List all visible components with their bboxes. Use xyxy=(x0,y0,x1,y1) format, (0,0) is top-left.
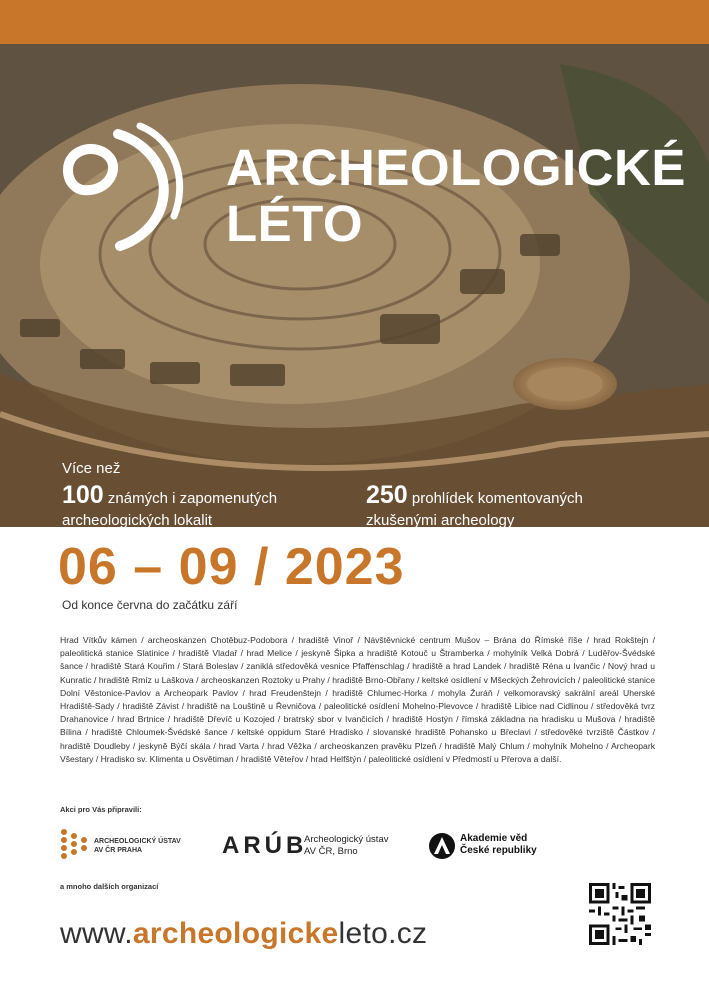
hero-photo xyxy=(0,44,709,527)
date-subtitle: Od konce června do začátku září xyxy=(62,598,238,612)
organizer-aup[interactable] xyxy=(60,828,190,864)
stat-tours-text-b: zkušenými archeology xyxy=(366,512,515,527)
title-line-1: ARCHEOLOGICKÉ xyxy=(226,139,686,196)
top-accent-bar xyxy=(0,0,709,44)
excavation-photo xyxy=(0,44,709,527)
stat-tours xyxy=(366,481,656,527)
website-prefix: www. xyxy=(60,917,133,950)
organizers-label: Akci pro Vás připravili: xyxy=(60,805,142,814)
website-part2: leto xyxy=(338,917,389,950)
poster-title xyxy=(226,140,686,252)
arub-logo-icon: ARÚB xyxy=(222,832,308,859)
website-link[interactable] xyxy=(60,917,427,951)
stat-sites-number: 100 xyxy=(62,481,104,509)
website-suffix: .cz xyxy=(388,917,428,950)
avcr-logo-icon xyxy=(428,832,456,860)
intro-text: Více než xyxy=(62,460,121,477)
title-line-2: LÉTO xyxy=(226,195,364,252)
stat-sites-text-a: známých i zapomenutých xyxy=(103,490,278,507)
stat-sites xyxy=(62,481,352,527)
more-organizers: a mnoho dalších organizací xyxy=(60,882,159,891)
date-range: 06 – 09 / 2023 xyxy=(58,538,405,596)
org2-line1: Archeologický ústav xyxy=(304,834,389,845)
org3-line1: Akademie věd xyxy=(460,833,528,844)
brand-logo-icon xyxy=(58,122,188,252)
stat-sites-text-b: archeologických lokalit xyxy=(62,512,213,527)
org3-line2: České republiky xyxy=(460,845,537,856)
places-list: Hrad Vítkův kámen / archeoskanzen Chotěbuz-Podobora / hradiště Vinoř / Návštěvnické centrum Mušov – Brána do Římské říše / hrad Rokštejn / paleolitická stanice Slatinice / hradiště Vladař / hrad Melice / jeskyně Šipka a hradiště Kotouč u Štramberka / mohylník Velká Dobrá / Luděřov-Švédské šance / hradiště Stará Kouřim / Stará Boleslav / zaniklá středověká vesnice Pfaffenschlag / hradiště a hrad Landek / hradiště Réna u Ivančic / Nový hrad u Kunratic / hradiště Rmíz u Laškova / archeoskanzen Roztoky u Prahy / hradiště Brno-Obřany / keltské osídlení v Mšeckých Žehrovicích / paleolitické stanice Dolní Věstonice-Pavlov a Archeopark Pavlov / hrad Freudenštejn / hradiště Chlumec-Horka / mohyla Žuráň / velkomoravský sakrální areál Uherské Hradiště-Sady / hradiště Závist / hradiště na Louštině u Řevničova / paleolitické osídlení Mohelno-Plevovce / hradiště Libice nad Cidlinou / středověká tvrz Drahanovice / hrad Brtnice / hradiště Dřevíč u Kozojed / bratrský sbor v Ivančicích / hradiště Hostýn / římská základna na hradisku u Mušova / hradiště Bílina / hradiště Chloumek-Švédské šance / keltské oppidum Staré Hradisko / slovanské hradiště Pohansko u Břeclavi / středověké tvrziště Částkov / hradiště Doudleby / jeskyně Býčí skála / hrad Varta / hrad Věžka / archeoskanzen pravěku Plzeň / hradiště Malý Chlum / mohylník Mohelno / Archeopark Všestary / Hradisko sv. Klimenta u Osvětiman / hradiště Věteřov / hrad Helfštýn / paleolitické osídlení v Předmostí u Přerova a další. xyxy=(60,635,655,764)
qr-code-icon[interactable] xyxy=(589,883,651,945)
aup-logo-icon xyxy=(60,828,90,860)
org1-line2: AV ČR PRAHA xyxy=(94,847,143,854)
stat-tours-number: 250 xyxy=(366,481,408,509)
org2-line2: AV ČR, Brno xyxy=(304,846,358,857)
website-part1: archeologicke xyxy=(132,917,339,950)
stat-tours-text-a: prohlídek komentovaných xyxy=(407,490,583,507)
org1-line1: ARCHEOLOGICKÝ ÚSTAV xyxy=(94,838,181,845)
